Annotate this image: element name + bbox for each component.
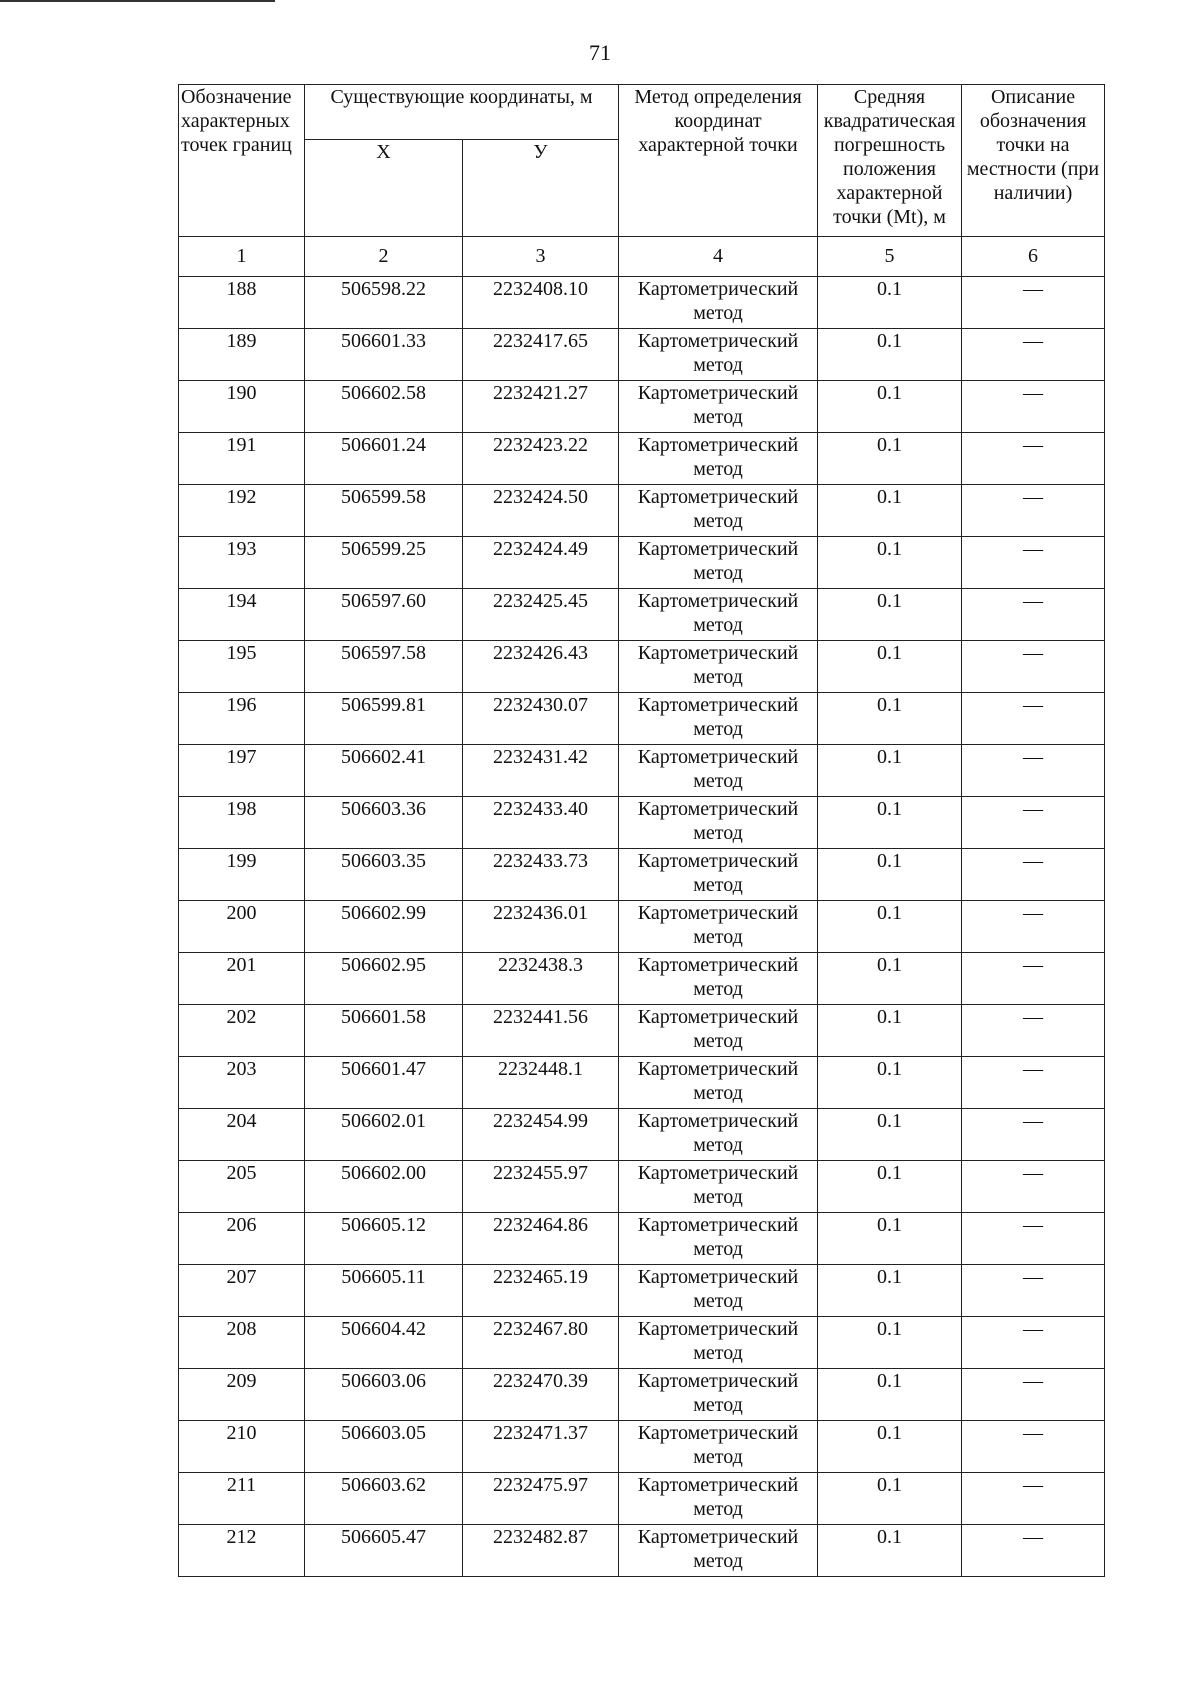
point-cell: 211 [179, 1473, 305, 1525]
y-coordinate-cell: 2232426.43 [463, 641, 619, 693]
description-cell: — [962, 797, 1105, 849]
table-row [179, 641, 1105, 693]
point-cell: 192 [179, 485, 305, 537]
column-number: 5 [818, 237, 962, 277]
description-cell: — [962, 1317, 1105, 1369]
point-cell: 191 [179, 433, 305, 485]
description-cell: — [962, 433, 1105, 485]
column-number: 1 [179, 237, 305, 277]
point-cell: 199 [179, 849, 305, 901]
point-cell: 210 [179, 1421, 305, 1473]
method-cell: Картометрический метод [619, 1213, 818, 1265]
point-cell: 193 [179, 537, 305, 589]
table-row [179, 277, 1105, 329]
method-cell: Картометрический метод [619, 745, 818, 797]
accuracy-cell: 0.1 [818, 277, 962, 329]
y-coordinate-cell: 2232454.99 [463, 1109, 619, 1161]
method-cell: Картометрический метод [619, 953, 818, 1005]
description-cell: — [962, 901, 1105, 953]
point-cell: 188 [179, 277, 305, 329]
description-cell: — [962, 1525, 1105, 1577]
table-row [179, 485, 1105, 537]
y-coordinate-cell: 2232433.40 [463, 797, 619, 849]
accuracy-cell: 0.1 [818, 589, 962, 641]
table-row [179, 797, 1105, 849]
point-cell: 209 [179, 1369, 305, 1421]
accuracy-cell: 0.1 [818, 953, 962, 1005]
x-coordinate-cell: 506603.35 [305, 849, 463, 901]
table-row [179, 1057, 1105, 1109]
point-cell: 198 [179, 797, 305, 849]
column-number: 4 [619, 237, 818, 277]
method-cell: Картометрический метод [619, 1369, 818, 1421]
y-coordinate-cell: 2232441.56 [463, 1005, 619, 1057]
y-coordinate-cell: 2232482.87 [463, 1525, 619, 1577]
accuracy-cell: 0.1 [818, 381, 962, 433]
x-coordinate-cell: 506603.36 [305, 797, 463, 849]
point-cell: 204 [179, 1109, 305, 1161]
x-coordinate-cell: 506603.05 [305, 1421, 463, 1473]
point-cell: 194 [179, 589, 305, 641]
accuracy-cell: 0.1 [818, 1473, 962, 1525]
y-coordinate-cell: 2232408.10 [463, 277, 619, 329]
x-coordinate-cell: 506605.47 [305, 1525, 463, 1577]
x-coordinate-cell: 506598.22 [305, 277, 463, 329]
method-cell: Картометрический метод [619, 485, 818, 537]
method-cell: Картометрический метод [619, 1317, 818, 1369]
description-cell: — [962, 1109, 1105, 1161]
table-body [179, 277, 1105, 1577]
y-coordinate-cell: 2232438.3 [463, 953, 619, 1005]
table-row [179, 1369, 1105, 1421]
accuracy-cell: 0.1 [818, 693, 962, 745]
description-cell: — [962, 537, 1105, 589]
y-coordinate-cell: 2232464.86 [463, 1213, 619, 1265]
y-coordinate-cell: 2232436.01 [463, 901, 619, 953]
method-cell: Картометрический метод [619, 693, 818, 745]
table-row [179, 901, 1105, 953]
table-row [179, 1265, 1105, 1317]
header-y: У [463, 140, 619, 237]
table-row [179, 1317, 1105, 1369]
method-cell: Картометрический метод [619, 901, 818, 953]
method-cell: Картометрический метод [619, 1525, 818, 1577]
accuracy-cell: 0.1 [818, 797, 962, 849]
accuracy-cell: 0.1 [818, 433, 962, 485]
point-cell: 201 [179, 953, 305, 1005]
x-coordinate-cell: 506602.95 [305, 953, 463, 1005]
column-number: 6 [962, 237, 1105, 277]
description-cell: — [962, 849, 1105, 901]
accuracy-cell: 0.1 [818, 329, 962, 381]
y-coordinate-cell: 2232467.80 [463, 1317, 619, 1369]
description-cell: — [962, 277, 1105, 329]
description-cell: — [962, 1213, 1105, 1265]
table-row [179, 693, 1105, 745]
table-row [179, 589, 1105, 641]
x-coordinate-cell: 506599.58 [305, 485, 463, 537]
page-number: 71 [589, 40, 611, 65]
accuracy-cell: 0.1 [818, 1421, 962, 1473]
table-row [179, 381, 1105, 433]
x-coordinate-cell: 506602.99 [305, 901, 463, 953]
description-cell: — [962, 1161, 1105, 1213]
accuracy-cell: 0.1 [818, 901, 962, 953]
description-cell: — [962, 381, 1105, 433]
table-row [179, 953, 1105, 1005]
x-coordinate-cell: 506601.33 [305, 329, 463, 381]
accuracy-cell: 0.1 [818, 641, 962, 693]
point-cell: 205 [179, 1161, 305, 1213]
y-coordinate-cell: 2232448.1 [463, 1057, 619, 1109]
x-coordinate-cell: 506599.81 [305, 693, 463, 745]
table-row [179, 1525, 1105, 1577]
x-coordinate-cell: 506604.42 [305, 1317, 463, 1369]
accuracy-cell: 0.1 [818, 1369, 962, 1421]
description-cell: — [962, 641, 1105, 693]
accuracy-cell: 0.1 [818, 745, 962, 797]
point-cell: 189 [179, 329, 305, 381]
header-coordinates: Существующие координаты, м [305, 85, 619, 140]
x-coordinate-cell: 506597.60 [305, 589, 463, 641]
point-cell: 203 [179, 1057, 305, 1109]
accuracy-cell: 0.1 [818, 1109, 962, 1161]
description-cell: — [962, 1265, 1105, 1317]
x-coordinate-cell: 506601.58 [305, 1005, 463, 1057]
table-row [179, 1109, 1105, 1161]
method-cell: Картометрический метод [619, 1109, 818, 1161]
table-row [179, 1421, 1105, 1473]
description-cell: — [962, 1369, 1105, 1421]
header-x: Х [305, 140, 463, 237]
accuracy-cell: 0.1 [818, 1057, 962, 1109]
description-cell: — [962, 953, 1105, 1005]
accuracy-cell: 0.1 [818, 1213, 962, 1265]
description-cell: — [962, 329, 1105, 381]
method-cell: Картометрический метод [619, 1161, 818, 1213]
table-row [179, 1473, 1105, 1525]
y-coordinate-cell: 2232417.65 [463, 329, 619, 381]
y-coordinate-cell: 2232431.42 [463, 745, 619, 797]
y-coordinate-cell: 2232430.07 [463, 693, 619, 745]
table-row [179, 329, 1105, 381]
y-coordinate-cell: 2232424.50 [463, 485, 619, 537]
accuracy-cell: 0.1 [818, 1265, 962, 1317]
point-cell: 208 [179, 1317, 305, 1369]
header-designation: Обозначение характерных точек границ [179, 85, 305, 237]
method-cell: Картометрический метод [619, 1473, 818, 1525]
description-cell: — [962, 485, 1105, 537]
method-cell: Картометрический метод [619, 1265, 818, 1317]
x-coordinate-cell: 506603.06 [305, 1369, 463, 1421]
point-cell: 206 [179, 1213, 305, 1265]
point-cell: 196 [179, 693, 305, 745]
y-coordinate-cell: 2232471.37 [463, 1421, 619, 1473]
description-cell: — [962, 1057, 1105, 1109]
column-number: 3 [463, 237, 619, 277]
method-cell: Картометрический метод [619, 329, 818, 381]
method-cell: Картометрический метод [619, 589, 818, 641]
y-coordinate-cell: 2232470.39 [463, 1369, 619, 1421]
table-row [179, 1005, 1105, 1057]
column-number: 2 [305, 237, 463, 277]
header-method: Метод определения координат характерной точки [619, 85, 818, 237]
header-accuracy: Средняя квадратическая погрешность положения характерной точки (Mt), м [818, 85, 962, 237]
y-coordinate-cell: 2232421.27 [463, 381, 619, 433]
method-cell: Картометрический метод [619, 1005, 818, 1057]
description-cell: — [962, 589, 1105, 641]
table-row [179, 745, 1105, 797]
method-cell: Картометрический метод [619, 849, 818, 901]
accuracy-cell: 0.1 [818, 1317, 962, 1369]
accuracy-cell: 0.1 [818, 849, 962, 901]
method-cell: Картометрический метод [619, 433, 818, 485]
point-cell: 212 [179, 1525, 305, 1577]
method-cell: Картометрический метод [619, 277, 818, 329]
accuracy-cell: 0.1 [818, 1525, 962, 1577]
method-cell: Картометрический метод [619, 641, 818, 693]
x-coordinate-cell: 506605.11 [305, 1265, 463, 1317]
accuracy-cell: 0.1 [818, 1005, 962, 1057]
x-coordinate-cell: 506599.25 [305, 537, 463, 589]
table-row [179, 849, 1105, 901]
point-cell: 195 [179, 641, 305, 693]
column-number-row [179, 237, 1105, 277]
boundary-points-table [178, 84, 1105, 1577]
scan-artifact-line [0, 0, 275, 2]
method-cell: Картометрический метод [619, 381, 818, 433]
description-cell: — [962, 693, 1105, 745]
table-row [179, 1161, 1105, 1213]
table-row [179, 537, 1105, 589]
x-coordinate-cell: 506602.00 [305, 1161, 463, 1213]
method-cell: Картометрический метод [619, 1421, 818, 1473]
point-cell: 190 [179, 381, 305, 433]
point-cell: 200 [179, 901, 305, 953]
x-coordinate-cell: 506597.58 [305, 641, 463, 693]
point-cell: 207 [179, 1265, 305, 1317]
x-coordinate-cell: 506602.01 [305, 1109, 463, 1161]
y-coordinate-cell: 2232425.45 [463, 589, 619, 641]
x-coordinate-cell: 506602.58 [305, 381, 463, 433]
y-coordinate-cell: 2232424.49 [463, 537, 619, 589]
description-cell: — [962, 745, 1105, 797]
x-coordinate-cell: 506601.24 [305, 433, 463, 485]
description-cell: — [962, 1473, 1105, 1525]
x-coordinate-cell: 506601.47 [305, 1057, 463, 1109]
y-coordinate-cell: 2232423.22 [463, 433, 619, 485]
accuracy-cell: 0.1 [818, 537, 962, 589]
method-cell: Картометрический метод [619, 537, 818, 589]
x-coordinate-cell: 506602.41 [305, 745, 463, 797]
accuracy-cell: 0.1 [818, 1161, 962, 1213]
description-cell: — [962, 1421, 1105, 1473]
accuracy-cell: 0.1 [818, 485, 962, 537]
x-coordinate-cell: 506603.62 [305, 1473, 463, 1525]
method-cell: Картометрический метод [619, 797, 818, 849]
x-coordinate-cell: 506605.12 [305, 1213, 463, 1265]
y-coordinate-cell: 2232455.97 [463, 1161, 619, 1213]
point-cell: 197 [179, 745, 305, 797]
table-row [179, 433, 1105, 485]
y-coordinate-cell: 2232475.97 [463, 1473, 619, 1525]
y-coordinate-cell: 2232465.19 [463, 1265, 619, 1317]
point-cell: 202 [179, 1005, 305, 1057]
table-row [179, 1213, 1105, 1265]
method-cell: Картометрический метод [619, 1057, 818, 1109]
header-description: Описание обозначения точки на местности (при наличии) [962, 85, 1105, 237]
y-coordinate-cell: 2232433.73 [463, 849, 619, 901]
description-cell: — [962, 1005, 1105, 1057]
